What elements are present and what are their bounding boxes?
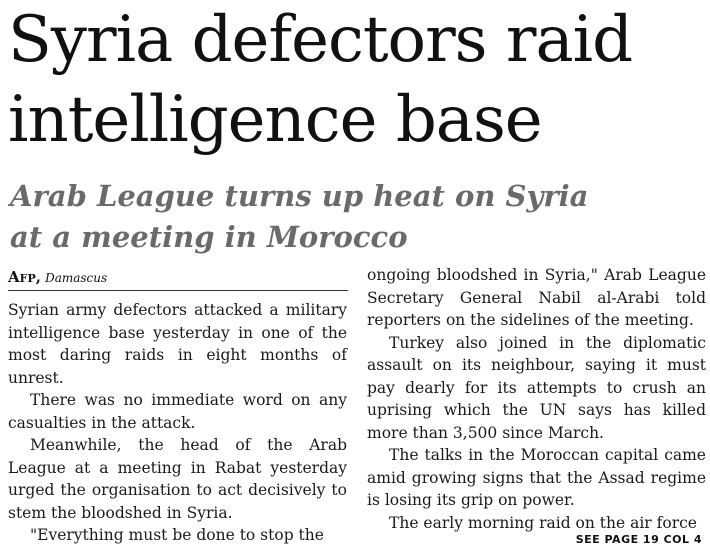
- byline: [8, 268, 348, 288]
- headline-line-1: Syria defectors raid: [8, 3, 633, 77]
- column-1: [8, 299, 347, 547]
- subheadline-line-1: Arab League turns up heat on Syria: [10, 179, 589, 213]
- paragraph: Turkey also joined in the diplomatic assault on its neighbour, saying it must pay dearly for its attempts to crush an uprising which the UN says has killed more than 3,500 since March.: [367, 333, 706, 442]
- paragraph: The early morning raid on the air force: [389, 513, 697, 532]
- paragraph: Meanwhile, the head of the Arab League at a meeting in Rabat yesterday urged the organisation to act decisively to stem the bloodshed in Syria.: [8, 436, 347, 522]
- paragraph: ongoing bloodshed in Syria," Arab League Secretary General Nabil al-Arabi told reporters on the sidelines of the meeting.: [367, 266, 706, 329]
- paragraph: Syrian army defectors attacked a military intelligence base yesterday in one of the most daring raids in eight months of unrest.: [8, 301, 347, 387]
- byline-rule: [8, 290, 348, 291]
- headline-line-2: intelligence base: [8, 83, 542, 157]
- headline: [8, 0, 708, 160]
- column-2: [367, 264, 706, 534]
- paragraph: There was no immediate word on any casualties in the attack.: [8, 391, 347, 432]
- byline-agency: Afp,: [8, 268, 41, 286]
- subheadline-line-2: at a meeting in Morocco: [10, 220, 408, 254]
- subheadline: [10, 176, 700, 258]
- continuation-note: SEE PAGE 19 COL 4: [575, 533, 702, 546]
- byline-place: Damascus: [45, 271, 108, 285]
- paragraph: "Everything must be done to stop the: [30, 526, 324, 544]
- paragraph: The talks in the Moroccan capital came amid growing signs that the Assad regime is losing its grip on power.: [367, 446, 706, 509]
